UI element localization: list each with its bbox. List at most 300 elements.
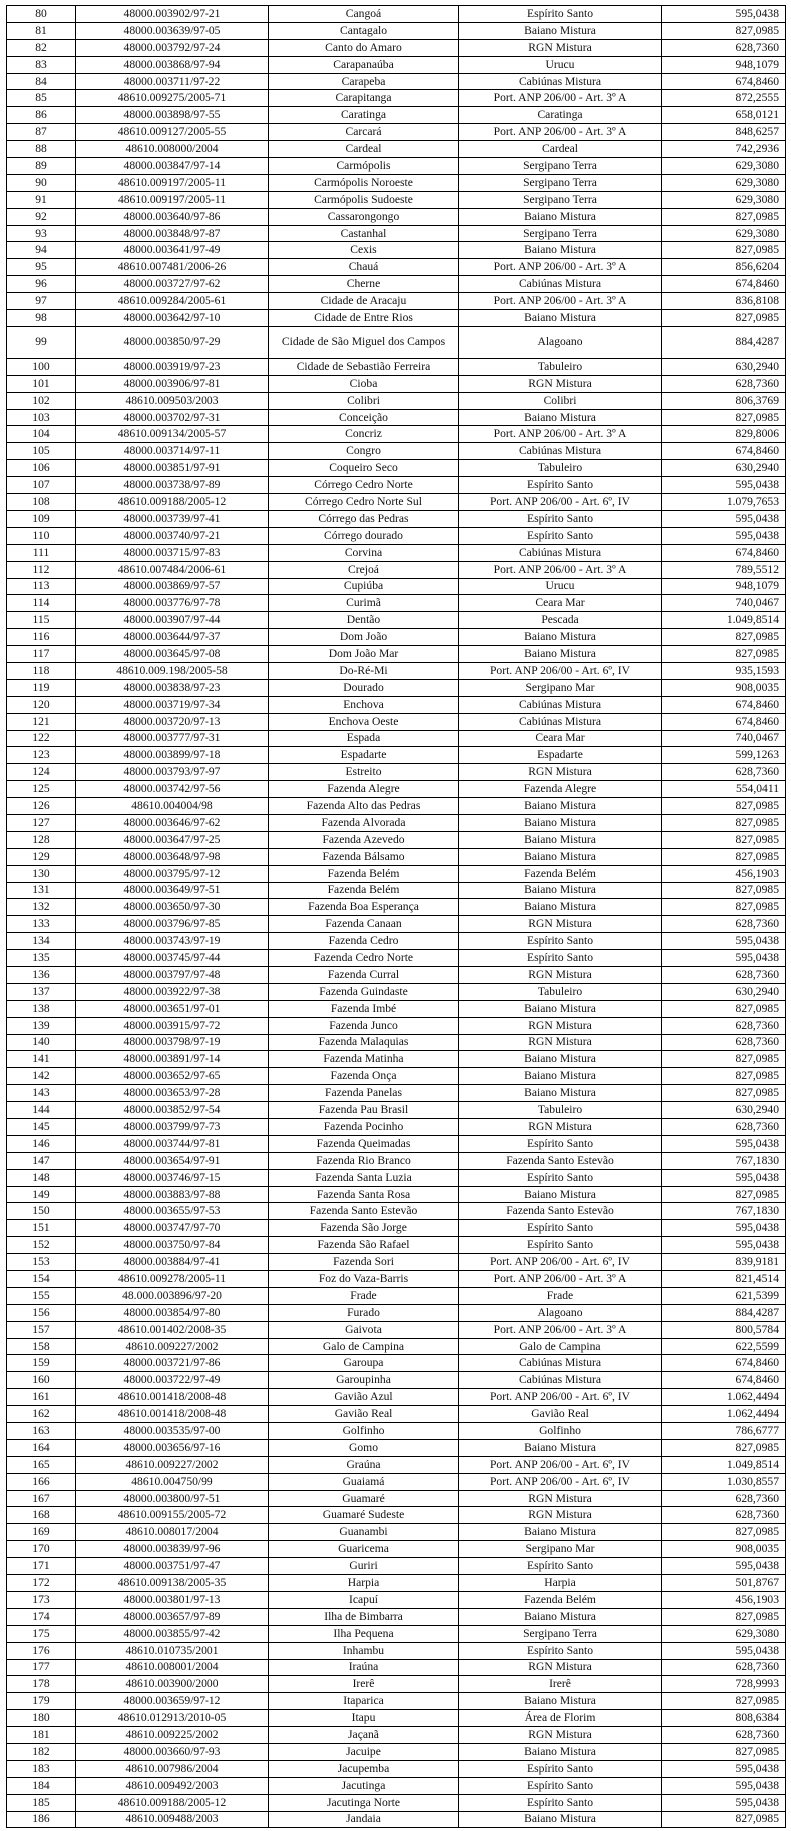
table-row [7,814,786,831]
field-name-cell: Fazenda Guindaste [269,983,459,1000]
price-cell: 658,0121 [662,107,786,124]
table-row [7,1220,786,1237]
table-row [7,242,786,259]
price-cell: 595,0438 [662,1794,786,1811]
reference-oil-cell: Espírito Santo [459,510,662,527]
row-number-cell: 164 [7,1439,76,1456]
reference-oil-cell: Baiano Mistura [459,882,662,899]
table-row [7,208,786,225]
table-row [7,426,786,443]
row-number-cell: 138 [7,1000,76,1017]
row-number-cell: 137 [7,983,76,1000]
field-name-cell: Dom João Mar [269,646,459,663]
row-number-cell: 94 [7,242,76,259]
process-number-cell: 48000.003639/97-05 [76,22,269,39]
price-cell: 595,0438 [662,1558,786,1575]
row-number-cell: 95 [7,259,76,276]
process-number-cell: 48000.003739/97-41 [76,510,269,527]
table-row [7,1439,786,1456]
process-number-cell: 48610.009284/2005-61 [76,293,269,310]
row-number-cell: 98 [7,310,76,327]
reference-oil-cell: Port. ANP 206/00 - Art. 3º A [459,90,662,107]
process-number-cell: 48610.010735/2001 [76,1642,269,1659]
price-cell: 599,1263 [662,747,786,764]
row-number-cell: 172 [7,1575,76,1592]
price-cell: 629,3080 [662,225,786,242]
field-name-cell: Fazenda Onça [269,1068,459,1085]
table-row [7,1203,786,1220]
price-cell: 827,0985 [662,1000,786,1017]
table-row [7,1676,786,1693]
price-cell: 827,0985 [662,1608,786,1625]
price-cell: 839,9181 [662,1254,786,1271]
reference-oil-cell: Espírito Santo [459,1794,662,1811]
reference-oil-cell: Urucu [459,578,662,595]
price-table-body [7,6,786,1828]
price-cell: 827,0985 [662,409,786,426]
field-name-cell: Córrego das Pedras [269,510,459,527]
price-cell: 935,1593 [662,662,786,679]
table-row [7,899,786,916]
table-row [7,578,786,595]
row-number-cell: 121 [7,713,76,730]
row-number-cell: 129 [7,848,76,865]
reference-oil-cell: Baiano Mistura [459,646,662,663]
table-row [7,191,786,208]
process-number-cell: 48000.003654/97-91 [76,1152,269,1169]
reference-oil-cell: Baiano Mistura [459,899,662,916]
reference-oil-cell: Port. ANP 206/00 - Art. 3º A [459,293,662,310]
reference-oil-cell: Baiano Mistura [459,1524,662,1541]
field-name-cell: Fazenda Bálsamo [269,848,459,865]
table-row [7,1135,786,1152]
row-number-cell: 170 [7,1541,76,1558]
field-name-cell: Cantagalo [269,22,459,39]
process-number-cell: 48000.003795/97-12 [76,865,269,882]
row-number-cell: 176 [7,1642,76,1659]
row-number-cell: 96 [7,276,76,293]
table-row [7,409,786,426]
table-row [7,158,786,175]
process-number-cell: 48000.003742/97-56 [76,781,269,798]
field-name-cell: Castanhal [269,225,459,242]
price-cell: 628,7360 [662,1727,786,1744]
reference-oil-cell: Fazenda Santo Estevão [459,1152,662,1169]
process-number-cell: 48000.003655/97-53 [76,1203,269,1220]
process-number-cell: 48610.009225/2002 [76,1727,269,1744]
row-number-cell: 177 [7,1659,76,1676]
row-number-cell: 181 [7,1727,76,1744]
row-number-cell: 179 [7,1693,76,1710]
price-cell: 827,0985 [662,629,786,646]
price-cell: 595,0438 [662,1135,786,1152]
field-name-cell: Fazenda Sori [269,1254,459,1271]
table-row [7,983,786,1000]
field-name-cell: Inhambu [269,1642,459,1659]
field-name-cell: Estreito [269,764,459,781]
table-row [7,1743,786,1760]
reference-oil-cell: Port. ANP 206/00 - Art. 6º, IV [459,494,662,511]
price-cell: 827,0985 [662,814,786,831]
price-cell: 674,8460 [662,1372,786,1389]
table-row [7,90,786,107]
reference-oil-cell: Urucu [459,56,662,73]
reference-oil-cell: Baiano Mistura [459,208,662,225]
table-row [7,326,786,358]
reference-oil-cell: Fazenda Santo Estevão [459,1203,662,1220]
field-name-cell: Córrego Cedro Norte [269,477,459,494]
table-row [7,1406,786,1423]
price-cell: 827,0985 [662,899,786,916]
table-row [7,1372,786,1389]
field-name-cell: Cangoá [269,6,459,23]
price-cell: 630,2940 [662,983,786,1000]
process-number-cell: 48000.003799/97-73 [76,1119,269,1136]
reference-oil-cell: Cabiúnas Mistura [459,276,662,293]
row-number-cell: 147 [7,1152,76,1169]
process-number-cell: 48610.009155/2005-72 [76,1507,269,1524]
price-cell: 827,0985 [662,1524,786,1541]
process-number-cell: 48610.009127/2005-55 [76,124,269,141]
reference-oil-cell: Harpia [459,1575,662,1592]
price-cell: 1.062,4494 [662,1406,786,1423]
reference-oil-cell: Port. ANP 206/00 - Art. 3º A [459,124,662,141]
process-number-cell: 48000.003750/97-84 [76,1237,269,1254]
row-number-cell: 97 [7,293,76,310]
price-cell: 742,2936 [662,141,786,158]
price-cell: 595,0438 [662,1237,786,1254]
reference-oil-cell: Port. ANP 206/00 - Art. 3º A [459,259,662,276]
row-number-cell: 130 [7,865,76,882]
process-number-cell: 48610.004750/99 [76,1473,269,1490]
row-number-cell: 115 [7,612,76,629]
field-name-cell: Jacutinga [269,1777,459,1794]
table-row [7,764,786,781]
table-row [7,310,786,327]
reference-oil-cell: Port. ANP 206/00 - Art. 3º A [459,1271,662,1288]
table-row [7,1254,786,1271]
field-name-cell: Córrego Cedro Norte Sul [269,494,459,511]
table-row [7,527,786,544]
table-row [7,1152,786,1169]
process-number-cell: 48610.009197/2005-11 [76,191,269,208]
field-name-cell: Fazenda Imbé [269,1000,459,1017]
table-row [7,276,786,293]
process-number-cell: 48610.009188/2005-12 [76,1794,269,1811]
table-row [7,1034,786,1051]
reference-oil-cell: Sergipano Mar [459,679,662,696]
table-row [7,56,786,73]
process-number-cell: 48000.003747/97-70 [76,1220,269,1237]
table-row [7,1119,786,1136]
field-name-cell: Fazenda Belém [269,865,459,882]
row-number-cell: 169 [7,1524,76,1541]
table-row [7,1608,786,1625]
field-name-cell: Enchova Oeste [269,713,459,730]
field-name-cell: Icapuí [269,1591,459,1608]
row-number-cell: 157 [7,1321,76,1338]
process-number-cell: 48000.003855/97-42 [76,1625,269,1642]
reference-oil-cell: Espírito Santo [459,1642,662,1659]
row-number-cell: 117 [7,646,76,663]
row-number-cell: 139 [7,1017,76,1034]
process-number-cell: 48000.003851/97-91 [76,460,269,477]
field-name-cell: Galo de Campina [269,1338,459,1355]
field-name-cell: Fazenda Santa Rosa [269,1186,459,1203]
price-cell: 856,6204 [662,259,786,276]
table-row [7,392,786,409]
table-row [7,1102,786,1119]
reference-oil-cell: Sergipano Mar [459,1541,662,1558]
table-row [7,1777,786,1794]
process-number-cell: 48610.007986/2004 [76,1760,269,1777]
reference-oil-cell: RGN Mistura [459,39,662,56]
price-cell: 767,1830 [662,1203,786,1220]
reference-oil-cell: Port. ANP 206/00 - Art. 3º A [459,426,662,443]
process-number-cell: 48610.009492/2003 [76,1777,269,1794]
field-name-cell: Fazenda Santo Estevão [269,1203,459,1220]
field-name-cell: Fazenda Santa Luzia [269,1169,459,1186]
reference-oil-cell: Port. ANP 206/00 - Art. 3º A [459,1321,662,1338]
row-number-cell: 168 [7,1507,76,1524]
field-name-cell: Carmópolis Noroeste [269,174,459,191]
price-cell: 740,0467 [662,730,786,747]
price-cell: 789,5512 [662,561,786,578]
reference-oil-cell: RGN Mistura [459,1034,662,1051]
table-row [7,141,786,158]
table-row [7,544,786,561]
process-number-cell: 48610.007481/2006-26 [76,259,269,276]
process-number-cell: 48000.003720/97-13 [76,713,269,730]
price-cell: 629,3080 [662,1625,786,1642]
price-cell: 767,1830 [662,1152,786,1169]
reference-oil-cell: RGN Mistura [459,1507,662,1524]
table-row [7,225,786,242]
price-cell: 674,8460 [662,276,786,293]
row-number-cell: 107 [7,477,76,494]
table-row [7,629,786,646]
process-number-cell: 48610.004004/98 [76,798,269,815]
process-number-cell: 48000.003714/97-11 [76,443,269,460]
price-cell: 628,7360 [662,916,786,933]
table-row [7,798,786,815]
row-number-cell: 154 [7,1271,76,1288]
field-name-cell: Cioba [269,375,459,392]
row-number-cell: 114 [7,595,76,612]
field-name-cell: Garoupa [269,1355,459,1372]
process-number-cell: 48000.003915/97-72 [76,1017,269,1034]
process-number-cell: 48.000.003896/97-20 [76,1287,269,1304]
process-number-cell: 48000.003715/97-83 [76,544,269,561]
row-number-cell: 144 [7,1102,76,1119]
field-name-cell: Enchova [269,696,459,713]
row-number-cell: 118 [7,662,76,679]
row-number-cell: 108 [7,494,76,511]
process-number-cell: 48000.003645/97-08 [76,646,269,663]
table-row [7,293,786,310]
process-number-cell: 48000.003642/97-10 [76,310,269,327]
process-number-cell: 48000.003902/97-21 [76,6,269,23]
table-row [7,612,786,629]
table-row [7,662,786,679]
reference-oil-cell: Espírito Santo [459,950,662,967]
process-number-cell: 48000.003738/97-89 [76,477,269,494]
field-name-cell: Cexis [269,242,459,259]
price-cell: 908,0035 [662,679,786,696]
table-row [7,1338,786,1355]
field-name-cell: Congro [269,443,459,460]
field-name-cell: Gavião Real [269,1406,459,1423]
table-row [7,510,786,527]
process-number-cell: 48610.001418/2008-48 [76,1406,269,1423]
field-name-cell: Coqueiro Seco [269,460,459,477]
row-number-cell: 167 [7,1490,76,1507]
field-name-cell: Gavião Azul [269,1389,459,1406]
table-row [7,950,786,967]
field-name-cell: Fazenda Pau Brasil [269,1102,459,1119]
row-number-cell: 184 [7,1777,76,1794]
price-cell: 595,0438 [662,933,786,950]
reference-oil-cell: Tabuleiro [459,358,662,375]
reference-oil-cell: Área de Florim [459,1710,662,1727]
price-cell: 674,8460 [662,544,786,561]
row-number-cell: 82 [7,39,76,56]
table-row [7,1423,786,1440]
row-number-cell: 93 [7,225,76,242]
row-number-cell: 150 [7,1203,76,1220]
price-cell: 628,7360 [662,375,786,392]
field-name-cell: Fazenda Canaan [269,916,459,933]
table-row [7,848,786,865]
reference-oil-cell: Baiano Mistura [459,1186,662,1203]
field-name-cell: Guamaré [269,1490,459,1507]
reference-oil-cell: Ceara Mar [459,595,662,612]
price-cell: 622,5599 [662,1338,786,1355]
reference-oil-cell: Espírito Santo [459,1237,662,1254]
reference-oil-cell: Port. ANP 206/00 - Art. 6º, IV [459,1389,662,1406]
reference-oil-cell: Espírito Santo [459,6,662,23]
row-number-cell: 163 [7,1423,76,1440]
field-name-cell: Jacutinga Norte [269,1794,459,1811]
field-name-cell: Gaivota [269,1321,459,1338]
reference-oil-cell: Fazenda Belém [459,1591,662,1608]
process-number-cell: 48000.003646/97-62 [76,814,269,831]
reference-oil-cell: Sergipano Terra [459,174,662,191]
price-cell: 595,0438 [662,1220,786,1237]
table-row [7,460,786,477]
reference-oil-cell: Port. ANP 206/00 - Art. 6º, IV [459,1473,662,1490]
price-cell: 674,8460 [662,1355,786,1372]
row-number-cell: 124 [7,764,76,781]
process-number-cell: 48000.003796/97-85 [76,916,269,933]
row-number-cell: 180 [7,1710,76,1727]
process-number-cell: 48000.003651/97-01 [76,1000,269,1017]
field-name-cell: Itaparica [269,1693,459,1710]
table-row [7,1085,786,1102]
field-name-cell: Fazenda Malaquias [269,1034,459,1051]
price-cell: 836,8108 [662,293,786,310]
field-name-cell: Frade [269,1287,459,1304]
field-name-cell: Graúna [269,1456,459,1473]
reference-oil-cell: Alagoano [459,326,662,358]
row-number-cell: 159 [7,1355,76,1372]
table-row [7,696,786,713]
price-cell: 595,0438 [662,510,786,527]
table-row [7,1507,786,1524]
price-cell: 827,0985 [662,1743,786,1760]
process-number-cell: 48000.003793/97-97 [76,764,269,781]
reference-oil-cell: Cardeal [459,141,662,158]
row-number-cell: 126 [7,798,76,815]
field-name-cell: Guanambi [269,1524,459,1541]
row-number-cell: 162 [7,1406,76,1423]
row-number-cell: 102 [7,392,76,409]
table-row [7,1659,786,1676]
price-cell: 827,0985 [662,242,786,259]
process-number-cell: 48000.003899/97-18 [76,747,269,764]
table-row [7,1727,786,1744]
row-number-cell: 133 [7,916,76,933]
price-cell: 827,0985 [662,1693,786,1710]
price-cell: 628,7360 [662,1119,786,1136]
table-row [7,831,786,848]
price-cell: 827,0985 [662,831,786,848]
table-row [7,646,786,663]
price-cell: 628,7360 [662,966,786,983]
reference-oil-cell: RGN Mistura [459,1659,662,1676]
table-row [7,595,786,612]
row-number-cell: 116 [7,629,76,646]
reference-oil-cell: Cabiúnas Mistura [459,1355,662,1372]
table-row [7,1693,786,1710]
reference-oil-cell: Gavião Real [459,1406,662,1423]
process-number-cell: 48000.003850/97-29 [76,326,269,358]
table-row [7,1524,786,1541]
price-cell: 1.062,4494 [662,1389,786,1406]
table-row [7,107,786,124]
process-number-cell: 48000.003883/97-88 [76,1186,269,1203]
reference-oil-cell: Espírito Santo [459,527,662,544]
process-number-cell: 48610.012913/2010-05 [76,1710,269,1727]
process-number-cell: 48000.003797/97-48 [76,966,269,983]
process-number-cell: 48000.003839/97-96 [76,1541,269,1558]
row-number-cell: 125 [7,781,76,798]
price-cell: 827,0985 [662,848,786,865]
reference-oil-cell: Baiano Mistura [459,22,662,39]
field-name-cell: Fazenda Belém [269,882,459,899]
price-cell: 827,0985 [662,646,786,663]
reference-oil-cell: RGN Mistura [459,1119,662,1136]
process-number-cell: 48000.003656/97-16 [76,1439,269,1456]
field-name-cell: Jandaia [269,1811,459,1828]
field-name-cell: Fazenda Cedro Norte [269,950,459,967]
reference-oil-cell: Espírito Santo [459,1777,662,1794]
price-cell: 674,8460 [662,713,786,730]
row-number-cell: 182 [7,1743,76,1760]
field-name-cell: Irerê [269,1676,459,1693]
process-number-cell: 48610.003900/2000 [76,1676,269,1693]
table-row [7,375,786,392]
price-cell: 595,0438 [662,6,786,23]
reference-oil-cell: Baiano Mistura [459,1743,662,1760]
table-row [7,1068,786,1085]
process-number-cell: 48610.009278/2005-11 [76,1271,269,1288]
reference-oil-cell: RGN Mistura [459,916,662,933]
price-cell: 827,0985 [662,1068,786,1085]
price-cell: 595,0438 [662,1777,786,1794]
row-number-cell: 92 [7,208,76,225]
reference-oil-cell: RGN Mistura [459,1017,662,1034]
